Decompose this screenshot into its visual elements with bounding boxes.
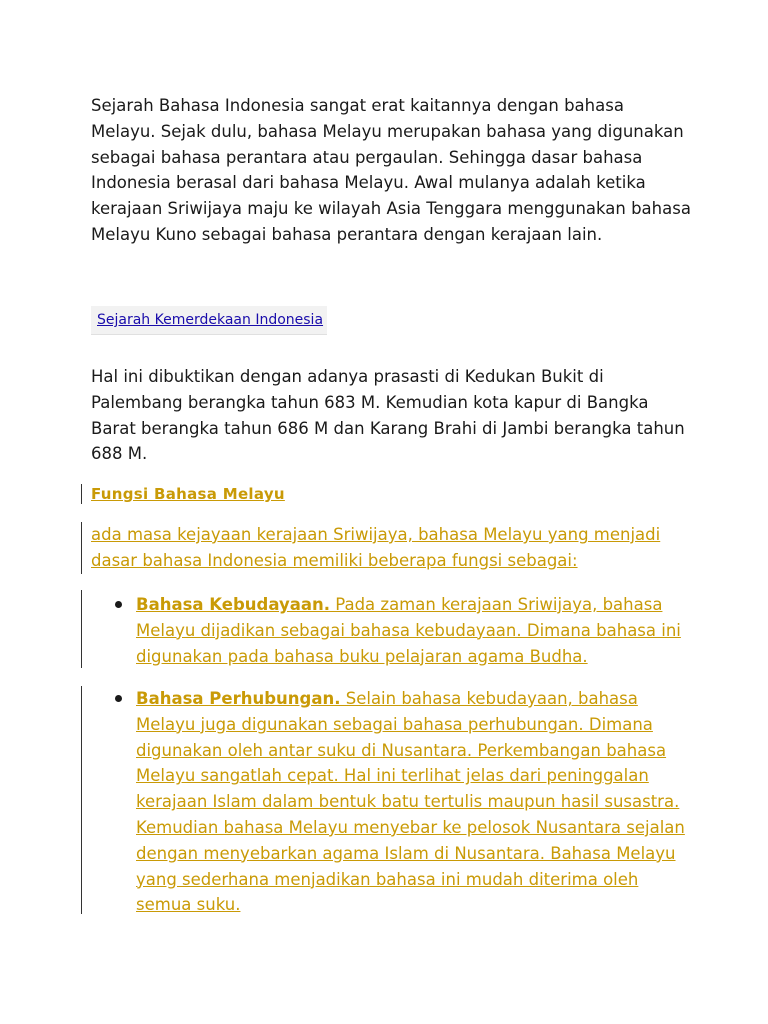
list-item-title: Bahasa Kebudayaan. [136,595,331,614]
list-item-text: Selain bahasa kebudayaan, bahasa Melayu juga digunakan sebagai bahasa perhubungan. Dimana digunakan oleh antar suku di Nusantara. Perkembangan bahasa Melayu sangatlah cepat. Hal ini terlihat jelas dari peninggalan kerajaan Islam dalam bentuk batu tertulis maupun hasil susastra. Kemudian bahasa Melayu menyebar ke pelosok Nusantara sejalan dengan menyebarkan agama Islam di Nusantara. Bahasa Melayu yang sederhana menjadikan bahasa ini mudah diterima oleh semua suku. [136,689,685,915]
list-item-title: Bahasa Perhubungan. [136,689,341,708]
revision-bar [81,590,82,668]
revision-bar [81,484,82,504]
list-item[interactable] [136,592,696,669]
related-link-box [91,306,327,335]
intro-paragraph: Sejarah Bahasa Indonesia sangat erat kaitannya dengan bahasa Melayu. Sejak dulu, bahasa Melayu merupakan bahasa yang digunakan sebagai bahasa perantara atau pergaulan. Sehingga dasar bahasa Indonesia berasal dari bahasa Melayu. Awal mulanya adalah ketika kerajaan Sriwijaya maju ke wilayah Asia Tenggara menggunakan bahasa Melayu Kuno sebagai bahasa perantara dengan kerajaan lain. [91,96,691,244]
section-heading-link[interactable]: Fungsi Bahasa Melayu [91,485,285,503]
bullet-icon [115,601,122,608]
related-article-link[interactable]: Sejarah Kemerdekaan Indonesia [97,312,324,328]
list-item[interactable] [136,686,696,918]
list-item-text: Pada zaman kerajaan Sriwijaya, bahasa Melayu dijadikan sebagai bahasa kebudayaan. Dimana bahasa ini digunakan pada bahasa buku pelajaran agama Budha. [136,595,681,666]
revision-bar [81,686,82,914]
revision-bar [81,522,82,574]
bullet-icon [115,695,122,702]
section-intro-link[interactable]: ada masa kejayaan kerajaan Sriwijaya, bahasa Melayu yang menjadi dasar bahasa Indonesia memiliki beberapa fungsi sebagai: [91,525,661,570]
evidence-paragraph: Hal ini dibuktikan dengan adanya prasasti di Kedukan Bukit di Palembang berangka tahun 683 M. Kemudian kota kapur di Bangka Barat berangka tahun 686 M dan Karang Brahi di Jambi berangka tahun 688 M. [91,367,685,464]
